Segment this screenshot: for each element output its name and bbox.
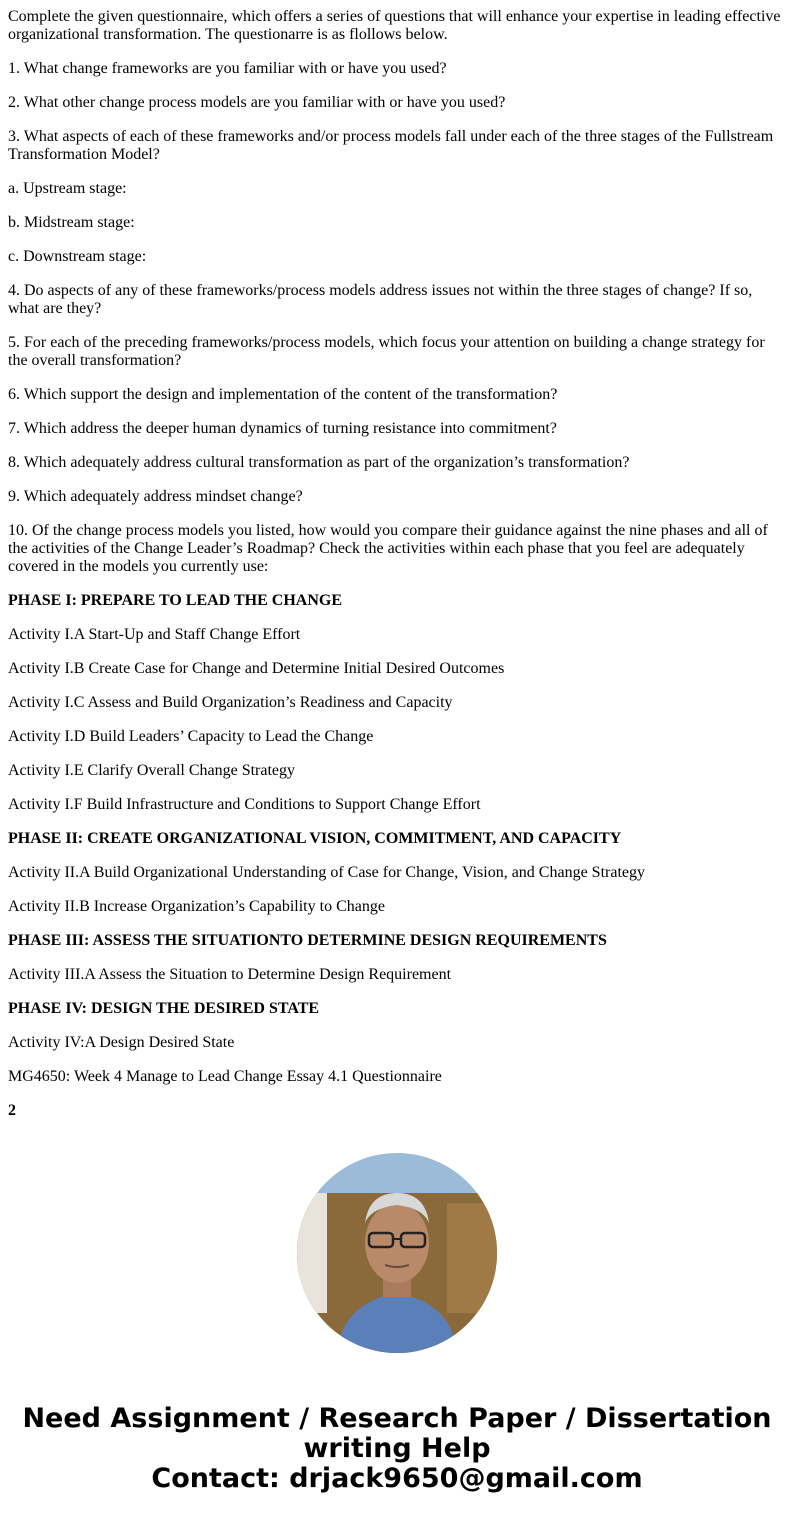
question-9: 9. Which adequately address mindset change?	[8, 488, 303, 505]
question-10: 10. Of the change process models you listed, how would you compare their guidance against the nine phases and all of the activities of the Change Leader’s Roadmap? Check the activities within each phase that you feel are adequately covered in the models you currently use:	[8, 522, 768, 575]
portrait-carving	[447, 1203, 497, 1313]
promo-line-1: Need Assignment / Research Paper / Dissertation	[22, 1403, 772, 1434]
course-footer: MG4650: Week 4 Manage to Lead Change Essay 4.1 Questionnaire	[8, 1068, 442, 1085]
activity-1b: Activity I.B Create Case for Change and Determine Initial Desired Outcomes	[8, 660, 505, 677]
phase-2-heading: PHASE II: CREATE ORGANIZATIONAL VISION, COMMITMENT, AND CAPACITY	[8, 830, 622, 847]
portrait-wall	[297, 1193, 327, 1313]
author-portrait	[297, 1153, 497, 1353]
intro-paragraph: Complete the given questionnaire, which offers a series of questions that will enhance your expertise in leading effective organizational transformation. The questionarre is as flollows below.	[8, 8, 781, 43]
page-number: 2	[8, 1102, 16, 1119]
activity-1e: Activity I.E Clarify Overall Change Strategy	[8, 762, 296, 779]
activity-2a: Activity II.A Build Organizational Understanding of Case for Change, Vision, and Change Strategy	[8, 864, 645, 881]
promo-contact: Contact: drjack9650@gmail.com	[151, 1463, 643, 1494]
question-7: 7. Which address the deeper human dynamics of turning resistance into commitment?	[8, 420, 557, 437]
question-3b: b. Midstream stage:	[8, 214, 135, 231]
portrait-face	[365, 1203, 429, 1283]
activity-2b: Activity II.B Increase Organization’s Capability to Change	[8, 898, 385, 915]
activity-1f: Activity I.F Build Infrastructure and Conditions to Support Change Effort	[8, 796, 481, 813]
question-3: 3. What aspects of each of these frameworks and/or process models fall under each of the three stages of the Fullstream Transformation Model?	[8, 128, 774, 163]
document-body	[8, 8, 786, 1136]
activity-1d: Activity I.D Build Leaders’ Capacity to Lead the Change	[8, 728, 374, 745]
question-8: 8. Which adequately address cultural transformation as part of the organization’s transformation?	[8, 454, 630, 471]
phase-4-heading: PHASE IV: DESIGN THE DESIRED STATE	[8, 1000, 320, 1017]
question-2: 2. What other change process models are you familiar with or have you used?	[8, 94, 506, 111]
question-6: 6. Which support the design and implementation of the content of the transformation?	[8, 386, 558, 403]
question-1: 1. What change frameworks are you familiar with or have you used?	[8, 60, 447, 77]
portrait-image	[297, 1153, 497, 1353]
phase-1-heading: PHASE I: PREPARE TO LEAD THE CHANGE	[8, 592, 342, 609]
activity-3a: Activity III.A Assess the Situation to Determine Design Requirement	[8, 966, 452, 983]
activity-1a: Activity I.A Start-Up and Staff Change Effort	[8, 626, 301, 643]
promo-line-2: writing Help	[303, 1433, 491, 1464]
question-5: 5. For each of the preceding frameworks/process models, which focus your attention on building a change strategy for the overall transformation?	[8, 334, 765, 369]
question-3a: a. Upstream stage:	[8, 180, 127, 197]
question-4: 4. Do aspects of any of these frameworks/process models address issues not within the three stages of change? If so, what are they?	[8, 282, 753, 317]
promo-banner	[0, 1404, 794, 1494]
activity-4a: Activity IV:A Design Desired State	[8, 1034, 235, 1051]
phase-3-heading: PHASE III: ASSESS THE SITUATIONTO DETERMINE DESIGN REQUIREMENTS	[8, 932, 607, 949]
question-3c: c. Downstream stage:	[8, 248, 147, 265]
activity-1c: Activity I.C Assess and Build Organization’s Readiness and Capacity	[8, 694, 453, 711]
